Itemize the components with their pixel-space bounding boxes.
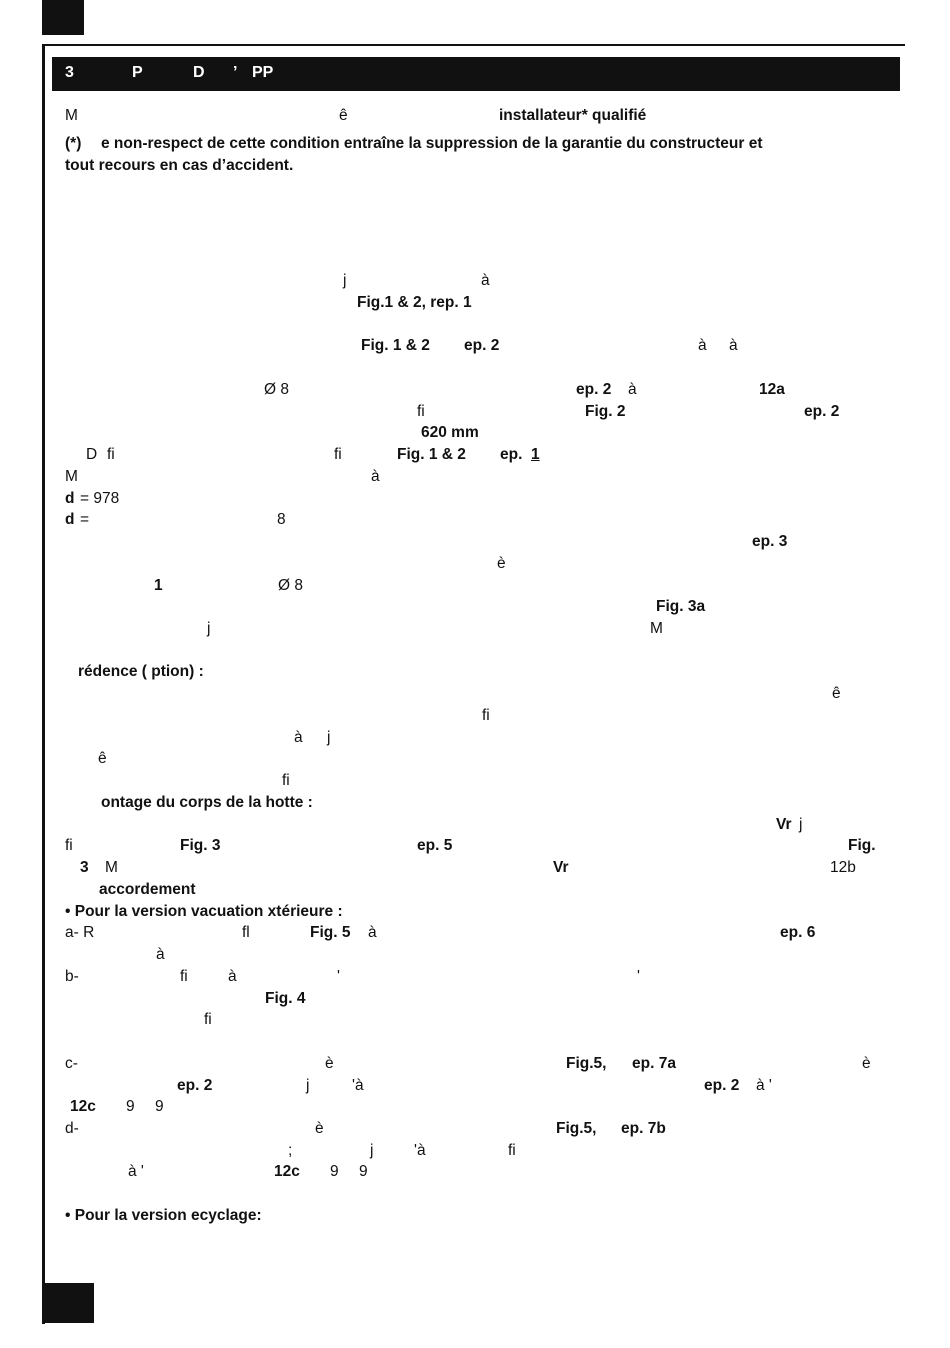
text-fragment: è: [325, 1055, 334, 1072]
text-fragment: à: [228, 968, 237, 985]
screw-reference: Vr: [776, 816, 792, 833]
figure-reference: Fig. 5: [310, 924, 351, 941]
text-fragment: fl: [242, 924, 250, 941]
text-fragment: fi: [417, 403, 425, 420]
text-fragment: j: [799, 816, 803, 833]
page-corner-mark-top: [42, 0, 84, 35]
figure-reference: Fig. 4: [265, 990, 306, 1007]
diameter-value: Ø 8: [264, 381, 289, 398]
raccordement-heading: accordement: [99, 881, 196, 898]
warning-line-1: e non-respect de cette condition entraîne la suppression de la garantie du constructeur et: [101, 135, 763, 152]
rep-reference: ep.: [500, 446, 523, 463]
text-fragment: à ': [756, 1077, 772, 1094]
rep-reference: ep. 2: [804, 403, 840, 420]
text-fragment: 1: [154, 577, 163, 594]
text-fragment: à ': [128, 1163, 144, 1180]
section-title-apos: ’: [233, 64, 238, 81]
text-fragment: à: [628, 381, 637, 398]
text-fragment: fi: [334, 446, 342, 463]
rep-reference: ep. 7b: [621, 1120, 666, 1137]
text-fragment: à: [294, 729, 303, 746]
text-fragment: j: [207, 620, 211, 637]
rep-reference: ep. 5: [417, 837, 453, 854]
figure-reference: Fig. 2: [585, 403, 626, 420]
external-evacuation-heading: • Pour la version vacuation xtérieure :: [65, 903, 343, 920]
step-c-label: c-: [65, 1055, 78, 1072]
text-fragment: j: [327, 729, 331, 746]
rep-reference: ep. 6: [780, 924, 816, 941]
rep-number: 1: [531, 446, 540, 463]
text-fragment: 3: [80, 859, 89, 876]
text-fragment: ': [337, 968, 340, 985]
text-fragment: 9: [155, 1098, 164, 1115]
section-header: [52, 57, 900, 91]
text-fragment: à: [698, 337, 707, 354]
text-fragment: 8: [277, 511, 286, 528]
text-fragment: à: [368, 924, 377, 941]
text-fragment: M: [65, 468, 78, 485]
rep-reference: ep. 2: [177, 1077, 213, 1094]
text-fragment: fi: [508, 1142, 516, 1159]
rep-reference: ep. 2: [464, 337, 500, 354]
distance-label: d: [65, 511, 75, 528]
section-title-p: P: [132, 64, 143, 81]
text-fragment: fi: [65, 837, 73, 854]
figure-reference: Fig.5,: [556, 1120, 597, 1137]
figure-reference: Fig. 3a: [656, 598, 706, 615]
text-fragment: 9: [126, 1098, 135, 1115]
text-fragment: =: [80, 511, 90, 528]
text-fragment: à: [729, 337, 738, 354]
text-fragment: fi: [107, 446, 115, 463]
frame-top-rule: [42, 44, 905, 46]
step-a-label: a- R: [65, 924, 95, 941]
section-number: 3: [65, 64, 74, 81]
rep-reference: ep. 2: [704, 1077, 740, 1094]
text-fragment: è: [497, 555, 506, 572]
section-title-pp: PP: [252, 64, 274, 81]
installer-qualified: installateur* qualifié: [499, 107, 647, 124]
text-fragment: j: [306, 1077, 310, 1094]
text-fragment: M: [65, 107, 78, 124]
montage-heading: ontage du corps de la hotte :: [101, 794, 313, 811]
text-fragment: 'à: [414, 1142, 426, 1159]
text-fragment: M: [650, 620, 663, 637]
figure-reference: Fig. 1 & 2: [361, 337, 430, 354]
rep-reference: ep. 7a: [632, 1055, 676, 1072]
section-title-d: D: [193, 64, 205, 81]
text-fragment: à: [371, 468, 380, 485]
text-fragment: fi: [282, 772, 290, 789]
text-fragment: ;: [288, 1142, 293, 1159]
rep-reference: ep. 2: [576, 381, 612, 398]
part-reference: 12c: [70, 1098, 96, 1115]
text-fragment: è: [862, 1055, 871, 1072]
text-fragment: à: [481, 272, 490, 289]
warning-mark: (*): [65, 135, 82, 152]
text-fragment: 9: [359, 1163, 368, 1180]
figure-reference: Fig.1 & 2, rep. 1: [357, 294, 472, 311]
frame-left-rule: [42, 44, 45, 1324]
part-reference: 12a: [759, 381, 785, 398]
text-fragment: fi: [482, 707, 490, 724]
diameter-value: Ø 8: [278, 577, 303, 594]
figure-reference: Fig. 1 & 2: [397, 446, 466, 463]
part-reference: 12b: [830, 859, 856, 876]
credence-heading: rédence ( ption) :: [78, 663, 204, 680]
recycling-heading: • Pour la version ecyclage:: [65, 1207, 262, 1224]
screw-reference: Vr: [553, 859, 569, 876]
dimension-value: 620 mm: [421, 424, 479, 441]
text-fragment: fi: [204, 1011, 212, 1028]
text-fragment: ê: [339, 107, 348, 124]
text-fragment: ê: [98, 750, 107, 767]
step-b-label: b-: [65, 968, 79, 985]
distance-value: = 978: [80, 490, 120, 507]
text-fragment: à: [156, 946, 165, 963]
figure-reference: Fig.: [848, 837, 876, 854]
text-fragment: ': [637, 968, 640, 985]
figure-reference: Fig. 3: [180, 837, 221, 854]
text-fragment: è: [315, 1120, 324, 1137]
part-reference: 12c: [274, 1163, 300, 1180]
figure-reference: Fig.5,: [566, 1055, 607, 1072]
rep-reference: ep. 3: [752, 533, 788, 550]
text-fragment: M: [105, 859, 118, 876]
distance-label: d: [65, 490, 75, 507]
text-fragment: D: [86, 446, 98, 463]
text-fragment: 9: [330, 1163, 339, 1180]
warning-line-2: tout recours en cas d’accident.: [65, 157, 294, 174]
page-corner-mark-bottom: [42, 1283, 94, 1323]
text-fragment: j: [370, 1142, 374, 1159]
step-d-label: d-: [65, 1120, 79, 1137]
text-fragment: j: [343, 272, 347, 289]
text-fragment: fi: [180, 968, 188, 985]
text-fragment: 'à: [352, 1077, 364, 1094]
text-fragment: ê: [832, 685, 841, 702]
